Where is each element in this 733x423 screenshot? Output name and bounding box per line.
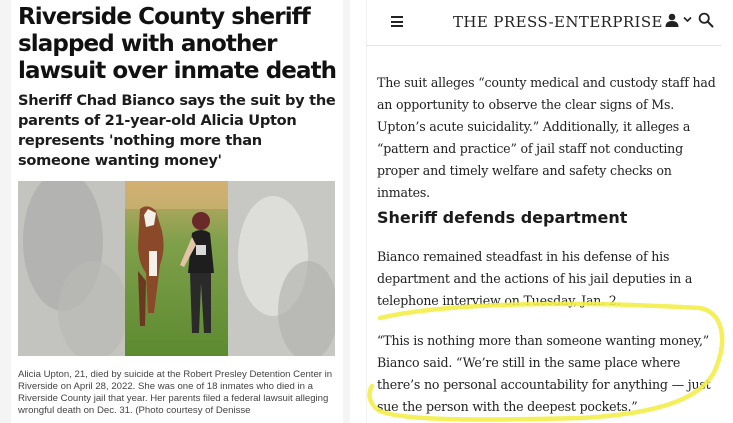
article-subheadline: Sheriff Chad Bianco says the suit by the parents of 21-year-old Alicia Upton represents 'nothing more than someone wanting money' [18,92,336,169]
article-quote-paragraph: “This is nothing more than someone wanting money,” Bianco said. “We’re still in the same place where there’s no personal accountability for anything — just sue the person with the deepest pockets.” [377,333,711,414]
article-headline[interactable]: Riverside County sheriff slapped with another lawsuit over inmate death [18,4,337,84]
section-heading: Sheriff defends department [377,208,628,227]
article-photo[interactable] [18,181,335,356]
menu-bar [391,21,403,23]
menu-bar [391,16,403,18]
article-paragraph: Bianco remained steadfast in his defense of his department and the actions of his jail deputies in a telephone interview on Tuesday, Jan. 2. [377,249,693,308]
article-paragraph: The suit alleges “county medical and custody staff had an opportunity to observe the clear signs of Ms. Upton’s acute suicidality.” Additionally, it alleges a “pattern and practice” of jail staff not conducting proper and timely welfare and safety checks on inmates. [377,75,716,200]
left-article-card [11,0,343,423]
photo-illustration [18,181,335,356]
photo-caption: Alicia Upton, 21, died by suicide at the Robert Presley Detention Center in Riverside on April 28, 2022. She was one of 18 inmates who died in a Riverside County jail that year. Her parents filed a federal lawsuit alleging wrongful death on Dec. 31. (Photo courtesy of Denisse [18,369,333,416]
user-icon[interactable] [665,13,679,27]
site-logo[interactable]: THE PRESS-ENTERPRISE [453,13,663,31]
right-article-panel [366,0,721,423]
site-header [367,0,721,46]
search-icon[interactable] [698,12,714,28]
chevron-down-icon[interactable] [683,15,692,24]
hamburger-menu-icon[interactable] [391,16,403,27]
menu-bar [391,25,403,27]
left-article-panel [0,0,350,423]
